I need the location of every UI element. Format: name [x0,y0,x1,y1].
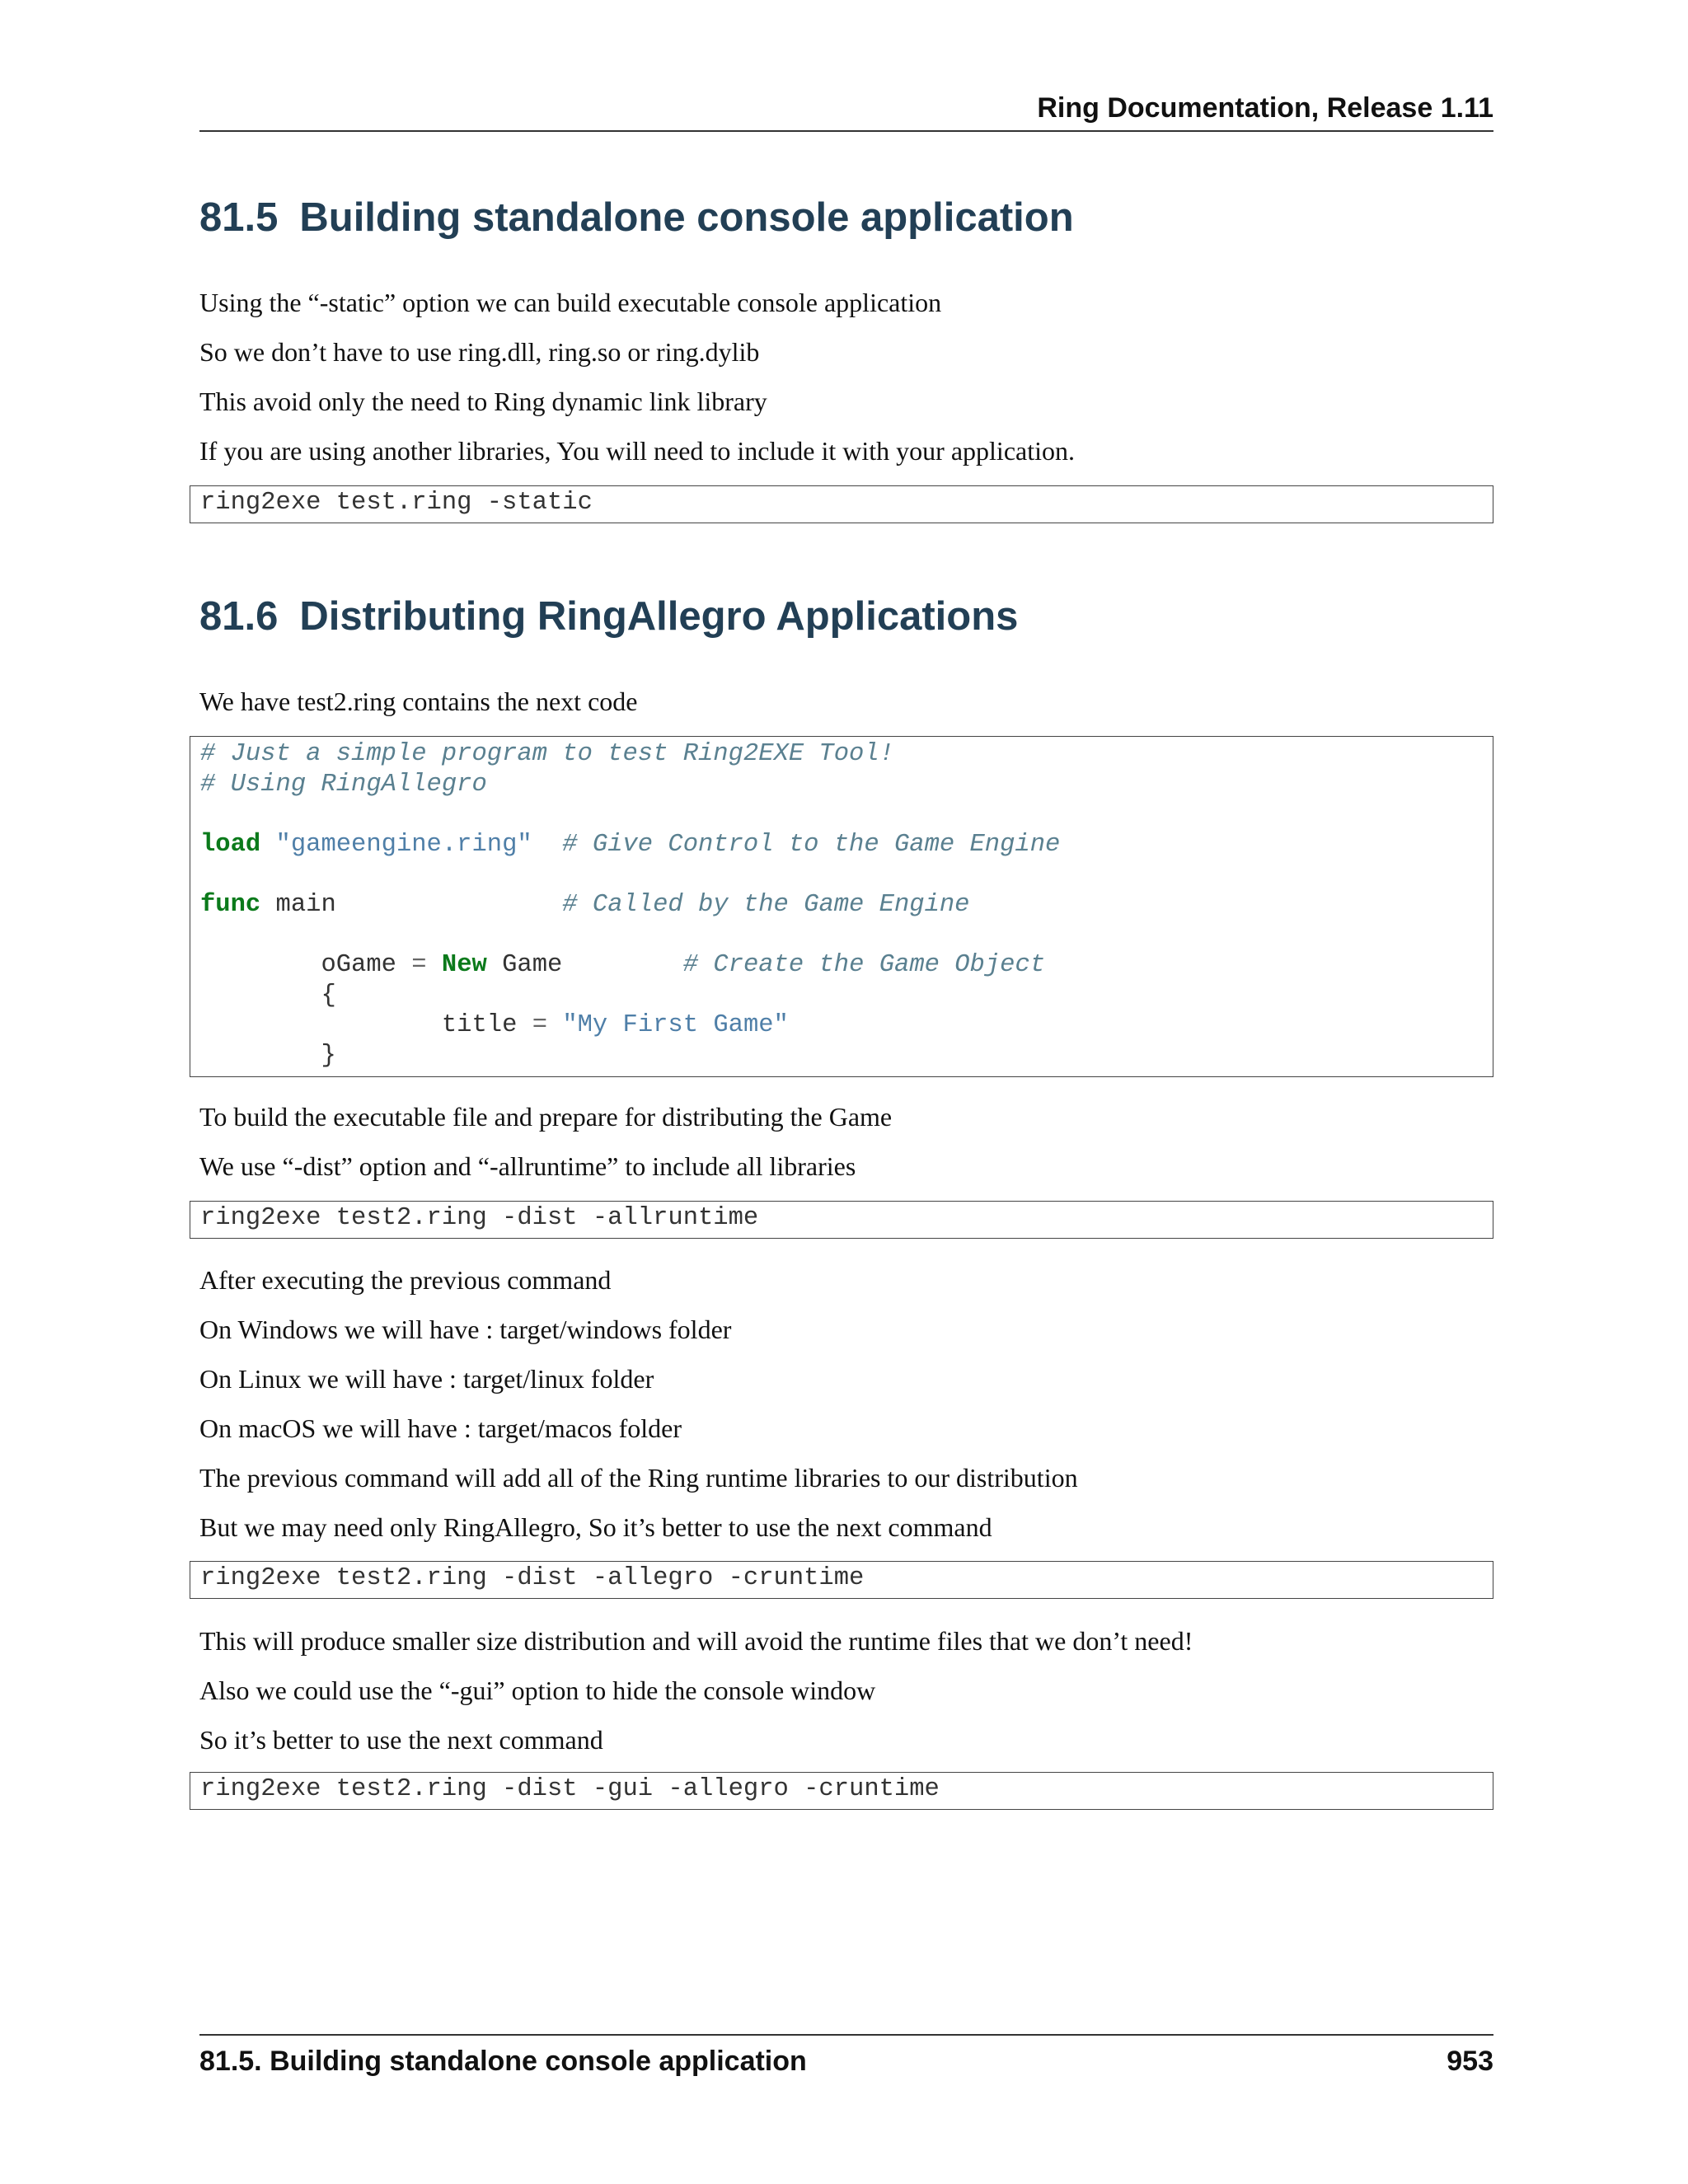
code-block-cruntime [190,1561,1493,1599]
paragraph: On macOS we will have : target/macos folder [199,1413,682,1443]
code-identifier: main [275,890,336,919]
code-block-gui [190,1772,1493,1810]
code-comment: # Using RingAllegro [200,770,487,799]
paragraph: So we don’t have to use ring.dll, ring.so or ring.dylib [199,337,760,367]
code-string: "My First Game" [562,1011,789,1040]
paragraph: After executing the previous command [199,1265,612,1295]
section-heading-81-5 [199,194,1074,241]
section-title: Building standalone console application [299,195,1074,240]
paragraph: We use “-dist” option and “-allruntime” to include all libraries [199,1151,856,1181]
paragraph: Also we could use the “-gui” option to hide the console window [199,1675,876,1705]
page-header [199,92,1493,132]
code-comment: # Just a simple program to test Ring2EXE Tool! [200,740,894,768]
code-listing [190,737,1493,1071]
command-text: ring2exe test.ring -static [200,489,593,517]
code-block-static [190,485,1493,523]
code-block-test2 [190,736,1493,1077]
section-number: 81.6 [199,594,279,639]
code-comment: # Called by the Game Engine [562,890,970,919]
section-number: 81.5 [199,195,279,240]
code-keyword: New [441,951,487,980]
code-identifier: Game [502,951,563,980]
code-brace: { [321,981,336,1010]
paragraph: Using the “-static” option we can build executable console application [199,288,942,317]
code-brace: } [321,1041,336,1070]
paragraph: To build the executable file and prepare for distributing the Game [199,1102,893,1132]
paragraph: So it’s better to use the next command [199,1725,603,1755]
code-comment: # Create the Game Object [682,951,1046,980]
paragraph: This will produce smaller size distribution and will avoid the runtime files that we don’t need! [199,1626,1193,1656]
section-heading-81-6 [199,593,1018,640]
footer-section-label: 81.5. Building standalone console application [199,2046,807,2077]
code-operator: = [411,951,427,980]
paragraph: On Windows we will have : target/windows folder [199,1315,732,1344]
paragraph: This avoid only the need to Ring dynamic link library [199,387,767,416]
command-text: ring2exe test2.ring -dist -gui -allegro -cruntime [200,1775,940,1803]
document-title: Ring Documentation, Release 1.11 [1037,92,1493,124]
code-comment: # Give Control to the Game Engine [562,830,1061,859]
paragraph: But we may need only RingAllegro, So it’s better to use the next command [199,1512,992,1542]
command-text: ring2exe test2.ring -dist -allegro -cruntime [200,1564,865,1592]
paragraph: We have test2.ring contains the next code [199,687,638,716]
paragraph: The previous command will add all of the Ring runtime libraries to our distribution [199,1463,1078,1493]
section-title: Distributing RingAllegro Applications [299,594,1019,639]
command-text: ring2exe test2.ring -dist -allruntime [200,1204,759,1232]
page-footer [199,2034,1493,2082]
paragraph: On Linux we will have : target/linux folder [199,1364,654,1394]
code-identifier: title [441,1011,518,1040]
code-identifier: oGame [321,951,396,980]
code-keyword: func [200,890,261,919]
paragraph: If you are using another libraries, You will need to include it with your application. [199,436,1075,466]
code-string: "gameengine.ring" [275,830,532,859]
code-operator: = [532,1011,547,1040]
code-keyword: load [200,830,261,859]
code-block-allruntime [190,1201,1493,1239]
page-number: 953 [1447,2046,1493,2077]
